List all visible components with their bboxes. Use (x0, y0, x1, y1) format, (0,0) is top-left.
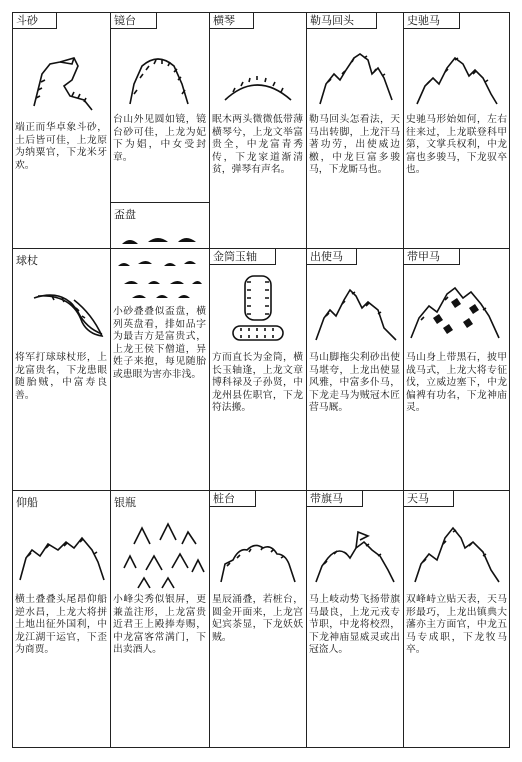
cell-title: 银瓶 (114, 496, 136, 509)
mountain-figure (12, 34, 110, 116)
cell-text: 马山脚拖尖利砂出使马堪夸，上龙出使显风雅，中富多仆马，下龙走马为贼冠木匠营马厩。 (309, 352, 400, 413)
cell-yinping (110, 490, 209, 748)
cell-daiqima (306, 490, 403, 748)
cell-title: 桩台 (213, 492, 235, 505)
mountain-figure (209, 34, 306, 114)
cell-jintongyuzhou (209, 248, 306, 490)
cell-qiuzhang (12, 248, 110, 490)
mountain-figure (209, 270, 306, 346)
cell-text: 将军打球球杖形，上龙富贵名，下龙患眼随胎贼，中富寿良善。 (15, 352, 107, 401)
cell-title: 斗砂 (16, 14, 38, 27)
cell-text: 方而直长为金筒，横长玉轴逢，上龙文章博科禄及子孙贤，中龙州县佐职官，下龙符法搬。 (212, 352, 303, 413)
cell-daijiama (403, 248, 510, 490)
cell-title: 勒马回头 (310, 14, 354, 27)
mountain-figure (403, 34, 510, 114)
cell-text: 史驰马形始如何，左右往来过，上龙联登科甲第，文掌兵权利，中龙富也多骏马，下龙驭卒也。 (406, 114, 507, 175)
cell-hengqin (209, 12, 306, 248)
cell-beipan (110, 202, 209, 490)
mountain-figure (306, 34, 403, 114)
cell-text: 星辰涌叠，若桩台，圆金开面来，上龙宫妃宾茶显，下龙妖妖贼。 (212, 594, 303, 643)
cell-jingtai (110, 12, 209, 202)
cell-title: 史驰马 (407, 14, 440, 27)
cell-title: 球杖 (16, 254, 38, 267)
cell-title: 出使马 (310, 250, 343, 263)
cell-chushima (306, 248, 403, 490)
cell-text: 勒马回头怎看法，天马出转脚，上龙汗马著功劳，出使威边檄，中龙巨富多骏马，下龙厮马也。 (309, 114, 400, 175)
mountain-figure (209, 514, 306, 592)
mountain-figure (110, 514, 209, 592)
mountain-figure (403, 270, 510, 346)
mountain-figure (12, 270, 110, 346)
cell-text: 台山外见圆如镜，镜台砂可佳，上龙为妃下为娼，中女受封章。 (113, 114, 206, 163)
mountain-figure (306, 270, 403, 346)
cell-zhuangtai (209, 490, 306, 748)
mountain-figure (403, 514, 510, 592)
cell-yangchuan (12, 490, 110, 748)
cell-text: 小砂叠叠似盃盘，横列英盘看，排如品字为最吉方是富贵式，上龙王侯下僧道，异姓子来抱，每见随胎或患眼为害亦非浅。 (113, 306, 206, 380)
cell-title: 天马 (407, 492, 429, 505)
cell-text: 双峰峙立贴天表，天马形最巧，上龙出镇典大藩亦主方面官，中龙五马专成职，下龙牧马卒。 (406, 594, 507, 655)
cell-title: 仰船 (16, 496, 38, 509)
cell-text: 马山身上带黑石，披甲战马式，上龙大将专征伐，立威边塞下，中龙偏裨有功名，下龙神庙灵。 (406, 352, 507, 413)
cell-text: 横土叠叠头尾昂仰船逆水昌，上龙大将拼土地出征外国利，中龙江湖干运官，下歪为商贾。 (15, 594, 107, 655)
cell-shichima (403, 12, 510, 248)
cell-text: 眠木两头微微低带薄横琴兮，上龙文举富贵全，中龙富青秀传，下龙家道渐清贫，弹琴有声名。 (212, 114, 303, 175)
cell-title: 横琴 (213, 14, 235, 27)
cell-title: 镜台 (114, 14, 136, 27)
mountain-figure (306, 514, 403, 592)
cell-text: 端正而华卓象斗砂，土后皆可佳，上龙原为纳粟官，下龙米牙欢。 (15, 122, 107, 171)
cell-text: 马上岐动势飞扬带旗马最良，上龙元戎专节职，中龙将校烈，下龙神庙显威灵或出冠盗人。 (309, 594, 400, 655)
cell-title: 盃盘 (114, 208, 136, 221)
mountain-figure (12, 514, 110, 592)
cell-title: 金筒玉轴 (213, 250, 257, 263)
mountain-figure (110, 222, 209, 302)
cell-title: 带甲马 (407, 250, 440, 263)
cell-lemahuitou (306, 12, 403, 248)
cell-tianma (403, 490, 510, 748)
mountain-figure (110, 34, 209, 114)
cell-text: 小峰尖秀似银屏，更兼盖注形，上龙富贵近君王上殿捧寿赐，中龙富客常满门，下出卖酒人。 (113, 594, 206, 655)
cell-title: 带旗马 (310, 492, 343, 505)
cell-dousha (12, 12, 110, 248)
